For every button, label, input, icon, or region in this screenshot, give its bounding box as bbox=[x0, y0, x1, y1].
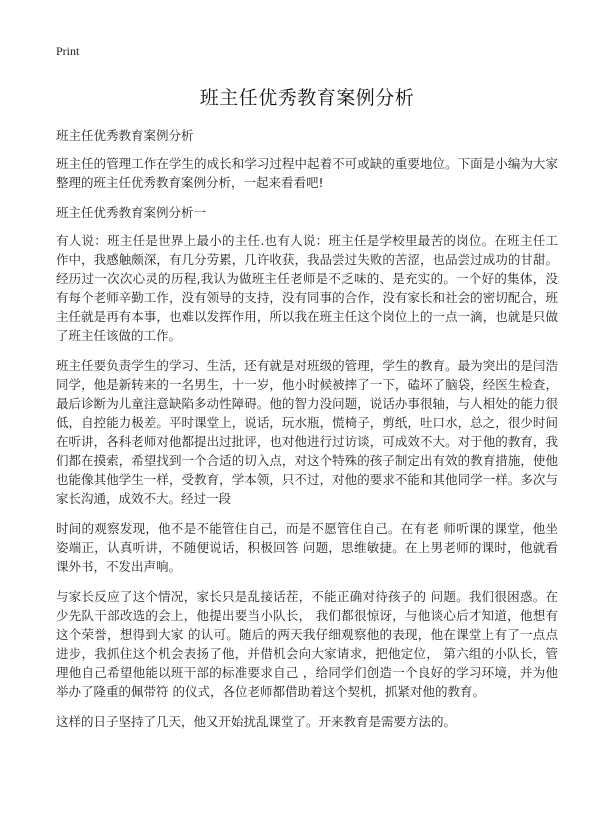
page-title: 班主任优秀教育案例分析 bbox=[199, 87, 415, 109]
body-paragraph-5: 这样的日子坚持了几天，他又开始扰乱课堂了。开来教育是需要方法的。 bbox=[56, 714, 457, 729]
body-paragraph-2: 班主任要负责学生的学习、生活，还有就是对班级的管理，学生的教育。最为突出的是闫浩同学，他是新转来的一名男生，十一岁，他小时候被摔了一下，磕坏了脑袋，经医生检查，最后诊断为儿童注意缺陷多动性障碍。他的智力没问题，说话办事很轴，与人相处的能力很低，自控能力极差。平时课堂上，说话，玩水瓶，慌椅子，剪纸，吐口水，总之，很少时间在听讲，各科老师对他都提出过批评，也对他进行过访谈，可成效不大。对于他的教育，我们都在摸索，希望找到一个合适的切入点，对这个特殊的孩子制定出有效的教育措施，使他也能像其他学生一样，受教育，学本领，只不过，对他的要求不能和其他同学一样。多次与家长沟通，成效不大。经过一段 bbox=[56, 358, 558, 506]
article-subtitle: 班主任优秀教育案例分析 bbox=[56, 128, 194, 143]
body-paragraph-3: 时间的观察发现，他不是不能管住自己，而是不愿管住自己。在有老 师听课的课堂，他坐姿端正，认真听讲，不随便说话，积极回答 问题，思维敏捷。在上男老师的课时，他就看课外书，不发出声响。 bbox=[56, 521, 558, 574]
body-paragraph-1: 有人说：班主任是世界上最小的主任.也有人说：班主任是学校里最苦的岗位。在班主任工作中，我感触颇深，有几分劳累，几许收获，我品尝过失败的苦涩，也品尝过成功的甘甜。经历过一次次心灵的历程,我认为做班主任老师是不乏味的、是充实的。一个好的集体，没有每个老师辛勤工作，没有领导的支持，没有同事的合作，没有家长和社会的密切配合，班主任就是再有本事，也难以发挥作用，所以我在班主任这个岗位上的一点一滴，也就是只做了班主任该做的工作。 bbox=[56, 233, 558, 343]
print-link[interactable]: Print bbox=[56, 44, 80, 58]
section-heading: 班主任优秀教育案例分析一 bbox=[56, 205, 207, 220]
body-paragraph-4: 与家长反应了这个情况，家长只是乱接话茬，不能正确对待孩子的 问题。我们很困惑。在少先队干部改选的会上，他提出要当小队长， 我们都很惊讶，与他谈心后才知道，他想有这个荣誉，想得到大家 的认可。随后的两天我仔细观察他的表现，他在课堂上有了一点点 进步，我抓住这个机会表扬了他，并借机会向大家请求，把他定位， 第六组的小队长，管理他自己希望他能以班干部的标准要求自己 ，给同学们创造一个良好的学习环境，并为他举办了隆重的佩带符 的仪式，各位老师都借助着这个契机，抓紧对他的教育。 bbox=[56, 589, 558, 699]
intro-paragraph: 班主任的管理工作在学生的成长和学习过程中起着不可或缺的重要地位。下面是小编为大家整理的班主任优秀教育案例分析，一起来看看吧! bbox=[56, 156, 558, 190]
